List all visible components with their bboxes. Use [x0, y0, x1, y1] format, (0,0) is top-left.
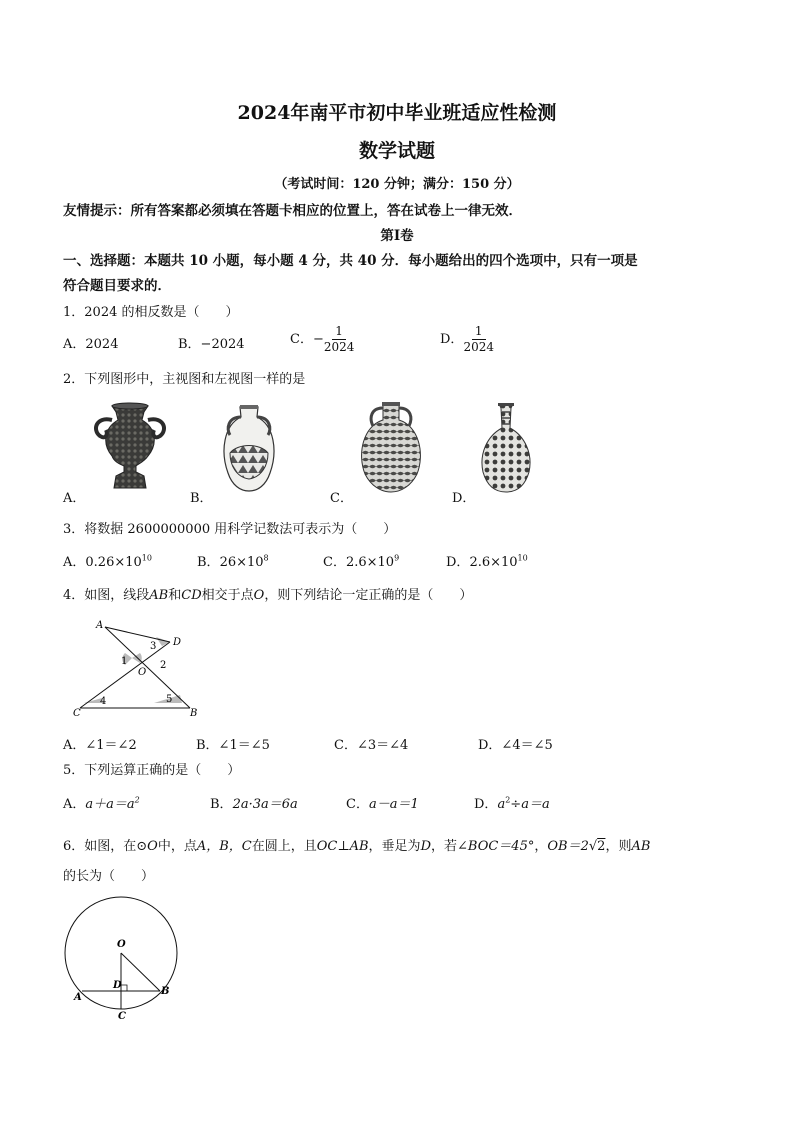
q3-d-base: 2.6×10: [469, 555, 518, 570]
q2-stem: 2．下列图形中，主视图和左视图一样的是: [63, 372, 306, 387]
q3-stem: 3．将数据 2600000000 用科学记数法可表示为（ ）: [63, 522, 397, 537]
q6-part2: 中，点: [157, 839, 197, 854]
q4-label-3: 3: [150, 641, 157, 652]
q1-option-b: B．−2024: [178, 337, 245, 352]
q6-figure: [65, 905, 190, 1025]
q6-label-o: O: [117, 939, 126, 950]
q3-option-d: [446, 551, 528, 570]
q4-label-d: D: [173, 637, 182, 648]
q6-label-a: A: [74, 992, 82, 1003]
q3-b-base: 26×10: [219, 555, 264, 570]
q4-label-b: B: [190, 708, 198, 719]
q6-sqrt-symbol: √: [588, 839, 598, 854]
q4-segment-ad: [105, 627, 170, 642]
q4-label-a: A: [96, 620, 104, 631]
q5-stem: 5．下列运算正确的是（ ）: [63, 763, 241, 778]
q6-part1: 6．如图，在: [63, 839, 137, 854]
q3-option-b: [197, 551, 269, 570]
exam-info: （考试时间：120 分钟；满分：150 分）: [274, 177, 520, 192]
q4-figure: [70, 615, 210, 720]
q4-option-d: D．∠4＝∠5: [478, 738, 553, 753]
notice: 友情提示：所有答案都必须填在答题卡相应的位置上，答在试卷上一律无效．: [63, 203, 522, 219]
q3-c-exp: 9: [394, 553, 400, 563]
q1-option-a: A．2024: [63, 337, 119, 352]
q5-c-expr: a－a＝1: [368, 797, 419, 812]
q5-b-label: B．: [210, 797, 233, 812]
q3-d-label: D．: [446, 555, 470, 570]
q1-d-numerator: 1: [472, 324, 486, 340]
q6-part6: ，则: [605, 839, 632, 854]
q6-part4: ，垂足为: [368, 839, 421, 854]
q4-stem-post: ，则下列结论一定正确的是（ ）: [264, 588, 473, 603]
q4-label-c: C: [73, 708, 81, 719]
q4-option-a: A．∠1＝∠2: [63, 738, 137, 753]
q1-option-c-label: C．−: [290, 332, 324, 347]
q6-circle-o: ⊙O: [136, 839, 158, 854]
q3-c-label: C．: [323, 555, 346, 570]
q4-and: 和: [168, 588, 182, 603]
q4-option-c: C．∠3＝∠4: [334, 738, 409, 753]
q6-part5: ，若: [431, 839, 458, 854]
q4-segment-cd: [80, 642, 173, 708]
q1-option-d: [440, 324, 494, 355]
q1-stem: 1．2024 的相反数是（ ）: [63, 305, 239, 320]
q4-ab: AB: [149, 588, 169, 603]
q6-ab: AB: [631, 839, 651, 854]
q4-label-1: 1: [121, 656, 128, 667]
q4-option-b: B．∠1＝∠5: [196, 738, 270, 753]
q6-ob: OB＝2: [547, 839, 589, 854]
q5-d-label: D．: [474, 797, 498, 812]
q6-label-b: B: [161, 986, 170, 997]
q5-d-exp: 2: [505, 795, 511, 805]
q5-option-c: [346, 793, 419, 812]
q3-a-label: A．: [63, 555, 86, 570]
q3-b-label: B．: [197, 555, 220, 570]
q5-option-d: [474, 793, 550, 812]
q5-d-pre: a: [497, 797, 506, 812]
q5-a-expr: a＋a＝a: [85, 797, 135, 812]
q3-option-c: [323, 551, 399, 570]
q5-option-a: [63, 793, 140, 812]
q3-d-exp: 10: [517, 553, 528, 563]
q4-label-o: O: [138, 667, 147, 678]
q6-sqrt-value: 2: [597, 839, 606, 854]
q2-option-b: B．: [190, 491, 213, 506]
q1-option-c-fraction: [324, 324, 355, 355]
q1-option-d-fraction: [463, 324, 494, 355]
q6-points: A，B，C: [196, 839, 252, 854]
volume-label: 第Ⅰ卷: [380, 228, 414, 244]
q6-d: D: [420, 839, 431, 854]
q4-stem-pre: 4．如图，线段: [63, 588, 150, 603]
q6-angle: ∠BOC＝45°: [457, 839, 535, 854]
q1-d-denominator: 2024: [463, 340, 494, 354]
q3-a-base: 0.26×10: [85, 555, 142, 570]
q6-perp: OC⊥AB: [316, 839, 369, 854]
section1-heading-line1: 一、选择题：本题共 10 小题，每小题 4 分，共 40 分．每小题给出的四个选项中，只有一项是: [63, 253, 638, 269]
q3-b-exp: 8: [263, 553, 269, 563]
q4-o: O: [253, 588, 265, 603]
q1-option-d-label: D．: [440, 332, 464, 347]
q4-mid: 相交于点: [201, 588, 254, 603]
q6-stem-line2: 的长为（ ）: [63, 869, 155, 884]
q3-c-base: 2.6×10: [345, 555, 395, 570]
vase-a-image: [90, 400, 170, 492]
q4-stem: [63, 584, 472, 603]
q6-label-d: D: [113, 980, 122, 991]
q2-option-a: A．: [63, 491, 86, 506]
section1-heading-line2: 符合题目要求的．: [63, 278, 171, 294]
q6-stem-line1: [63, 835, 650, 854]
q5-d-post: ÷a＝a: [510, 797, 550, 812]
q3-a-exp: 10: [141, 553, 152, 563]
q5-a-exp: 2: [134, 795, 140, 805]
q4-cd: CD: [181, 588, 202, 603]
vase-d-image: [475, 402, 537, 494]
q5-option-b: [210, 793, 298, 812]
q6-label-c: C: [118, 1011, 126, 1022]
q4-label-4: 4: [100, 696, 107, 707]
q6-part3: 在圆上，且: [251, 839, 317, 854]
q1-c-numerator: 1: [332, 324, 346, 340]
q6-comma: ，: [534, 839, 548, 854]
q5-a-label: A．: [63, 797, 86, 812]
vase-c-image: [355, 400, 427, 496]
paper-subject: 数学试题: [358, 140, 435, 162]
q5-c-label: C．: [346, 797, 369, 812]
q1-c-denominator: 2024: [323, 340, 355, 354]
vase-b-image: [218, 403, 280, 495]
q2-option-c: C．: [330, 491, 353, 506]
q5-b-expr: 2a·3a＝6a: [232, 797, 298, 812]
q2-option-d: D．: [452, 491, 476, 506]
q3-option-a: [63, 551, 152, 570]
q4-label-5: 5: [166, 694, 173, 705]
q6-right-angle-mark: [121, 985, 127, 991]
paper-title: 2024年南平市初中毕业班适应性检测: [237, 102, 557, 124]
q4-label-2: 2: [160, 660, 167, 671]
q1-option-c: [290, 324, 354, 355]
